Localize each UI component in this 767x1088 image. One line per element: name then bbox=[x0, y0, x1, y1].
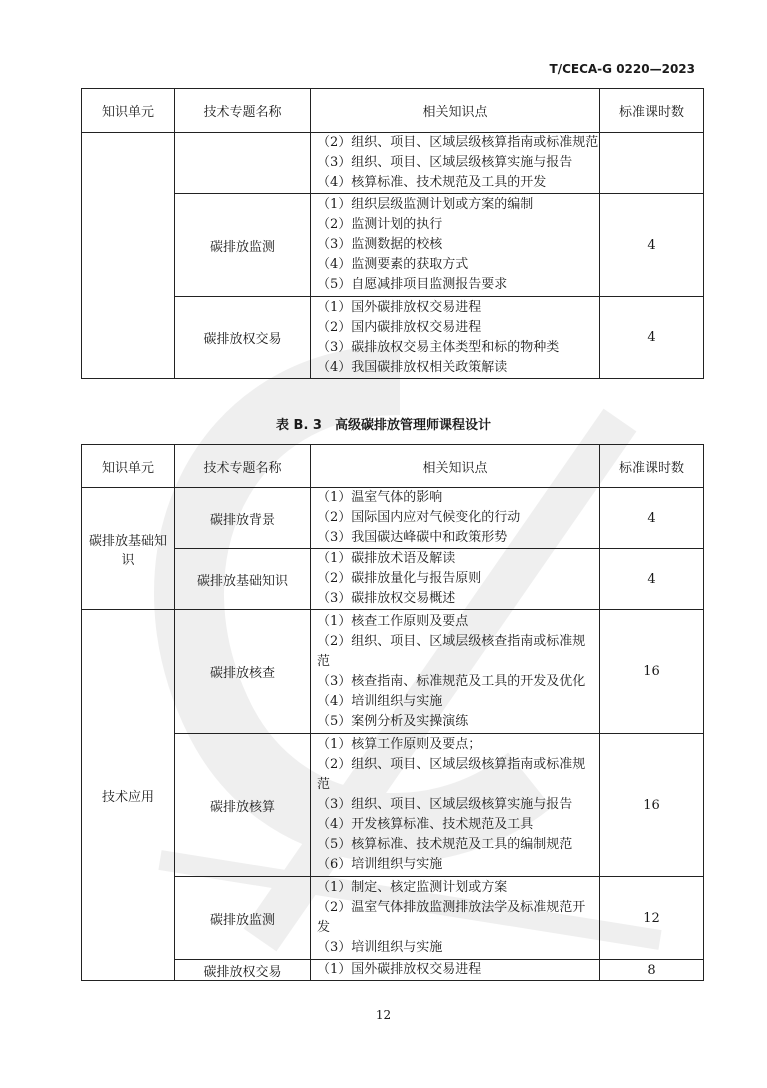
hours-cell: 16 bbox=[600, 610, 704, 734]
table-b3 bbox=[81, 444, 704, 981]
table-row bbox=[82, 297, 704, 379]
topic-cell: 碳排放基础知识 bbox=[175, 549, 311, 610]
points-cell: （1）国外碳排放权交易进程 bbox=[311, 960, 600, 981]
table-row bbox=[82, 194, 704, 297]
points-cell: （2）组织、项目、区域层级核算指南或标准规范 （3）组织、项目、区域层级核算实施与报告 （4）核算标准、技术规范及工具的开发 bbox=[311, 133, 600, 194]
col-header-topic: 技术专题名称 bbox=[175, 445, 311, 488]
points-cell: （1）核查工作原则及要点 （2）组织、项目、区域层级核查指南或标准规范 （3）核查指南、标准规范及工具的开发及优化 （4）培训组织与实施 （5）案例分析及实操演练 bbox=[311, 610, 600, 734]
points-cell: （1）组织层级监测计划或方案的编制 （2）监测计划的执行 （3）监测数据的校核 （4）监测要素的获取方式 （5）自愿减排项目监测报告要求 bbox=[311, 194, 600, 297]
topic-cell: 碳排放权交易 bbox=[175, 960, 311, 981]
col-header-hours: 标准课时数 bbox=[600, 445, 704, 488]
table-row bbox=[82, 877, 704, 960]
topic-cell: 碳排放背景 bbox=[175, 488, 311, 549]
unit-cell bbox=[82, 133, 175, 379]
page-number: 12 bbox=[375, 1008, 392, 1022]
topic-cell: 碳排放权交易 bbox=[175, 297, 311, 379]
col-header-points: 相关知识点 bbox=[311, 89, 600, 133]
col-header-unit: 知识单元 bbox=[82, 445, 175, 488]
unit-cell-tech: 技术应用 bbox=[82, 610, 175, 981]
topic-cell bbox=[175, 133, 311, 194]
hours-cell: 4 bbox=[600, 194, 704, 297]
col-header-hours: 标准课时数 bbox=[600, 89, 704, 133]
col-header-unit: 知识单元 bbox=[82, 89, 175, 133]
hours-cell: 16 bbox=[600, 734, 704, 877]
table-row bbox=[82, 734, 704, 877]
unit-cell-basic: 碳排放基础知识 bbox=[82, 488, 175, 610]
table-header-row bbox=[82, 445, 704, 488]
hours-cell: 4 bbox=[600, 488, 704, 549]
table-header-row bbox=[82, 89, 704, 133]
table-row bbox=[82, 488, 704, 549]
hours-cell: 4 bbox=[600, 297, 704, 379]
hours-cell: 12 bbox=[600, 877, 704, 960]
table-row bbox=[82, 549, 704, 610]
document-code: T/CECA-G 0220—2023 bbox=[549, 62, 695, 76]
hours-cell: 4 bbox=[600, 549, 704, 610]
table-row bbox=[82, 610, 704, 734]
points-cell: （1）国外碳排放权交易进程 （2）国内碳排放权交易进程 （3）碳排放权交易主体类型和标的物种类 （4）我国碳排放权相关政策解读 bbox=[311, 297, 600, 379]
table-b2-continued bbox=[81, 88, 704, 379]
points-cell: （1）制定、核定监测计划或方案 （2）温室气体排放监测排放法学及标准规范开发 （3）培训组织与实施 bbox=[311, 877, 600, 960]
hours-cell: 8 bbox=[600, 960, 704, 981]
table-caption: 表 B. 3 高级碳排放管理师课程设计 bbox=[276, 418, 491, 433]
points-cell: （1）碳排放术语及解读 （2）碳排放量化与报告原则 （3）碳排放权交易概述 bbox=[311, 549, 600, 610]
table-row bbox=[82, 960, 704, 981]
points-cell: （1）温室气体的影响 （2）国际国内应对气候变化的行动 （3）我国碳达峰碳中和政策形势 bbox=[311, 488, 600, 549]
table-row bbox=[82, 133, 704, 194]
topic-cell: 碳排放核算 bbox=[175, 734, 311, 877]
topic-cell: 碳排放监测 bbox=[175, 877, 311, 960]
hours-cell bbox=[600, 133, 704, 194]
topic-cell: 碳排放监测 bbox=[175, 194, 311, 297]
col-header-topic: 技术专题名称 bbox=[175, 89, 311, 133]
topic-cell: 碳排放核查 bbox=[175, 610, 311, 734]
col-header-points: 相关知识点 bbox=[311, 445, 600, 488]
points-cell: （1）核算工作原则及要点； （2）组织、项目、区域层级核算指南或标准规范 （3）组织、项目、区域层级核算实施与报告 （4）开发核算标准、技术规范及工具 （5）核算标准、技术规范及工具的编制规范 （6）培训组织与实施 bbox=[311, 734, 600, 877]
